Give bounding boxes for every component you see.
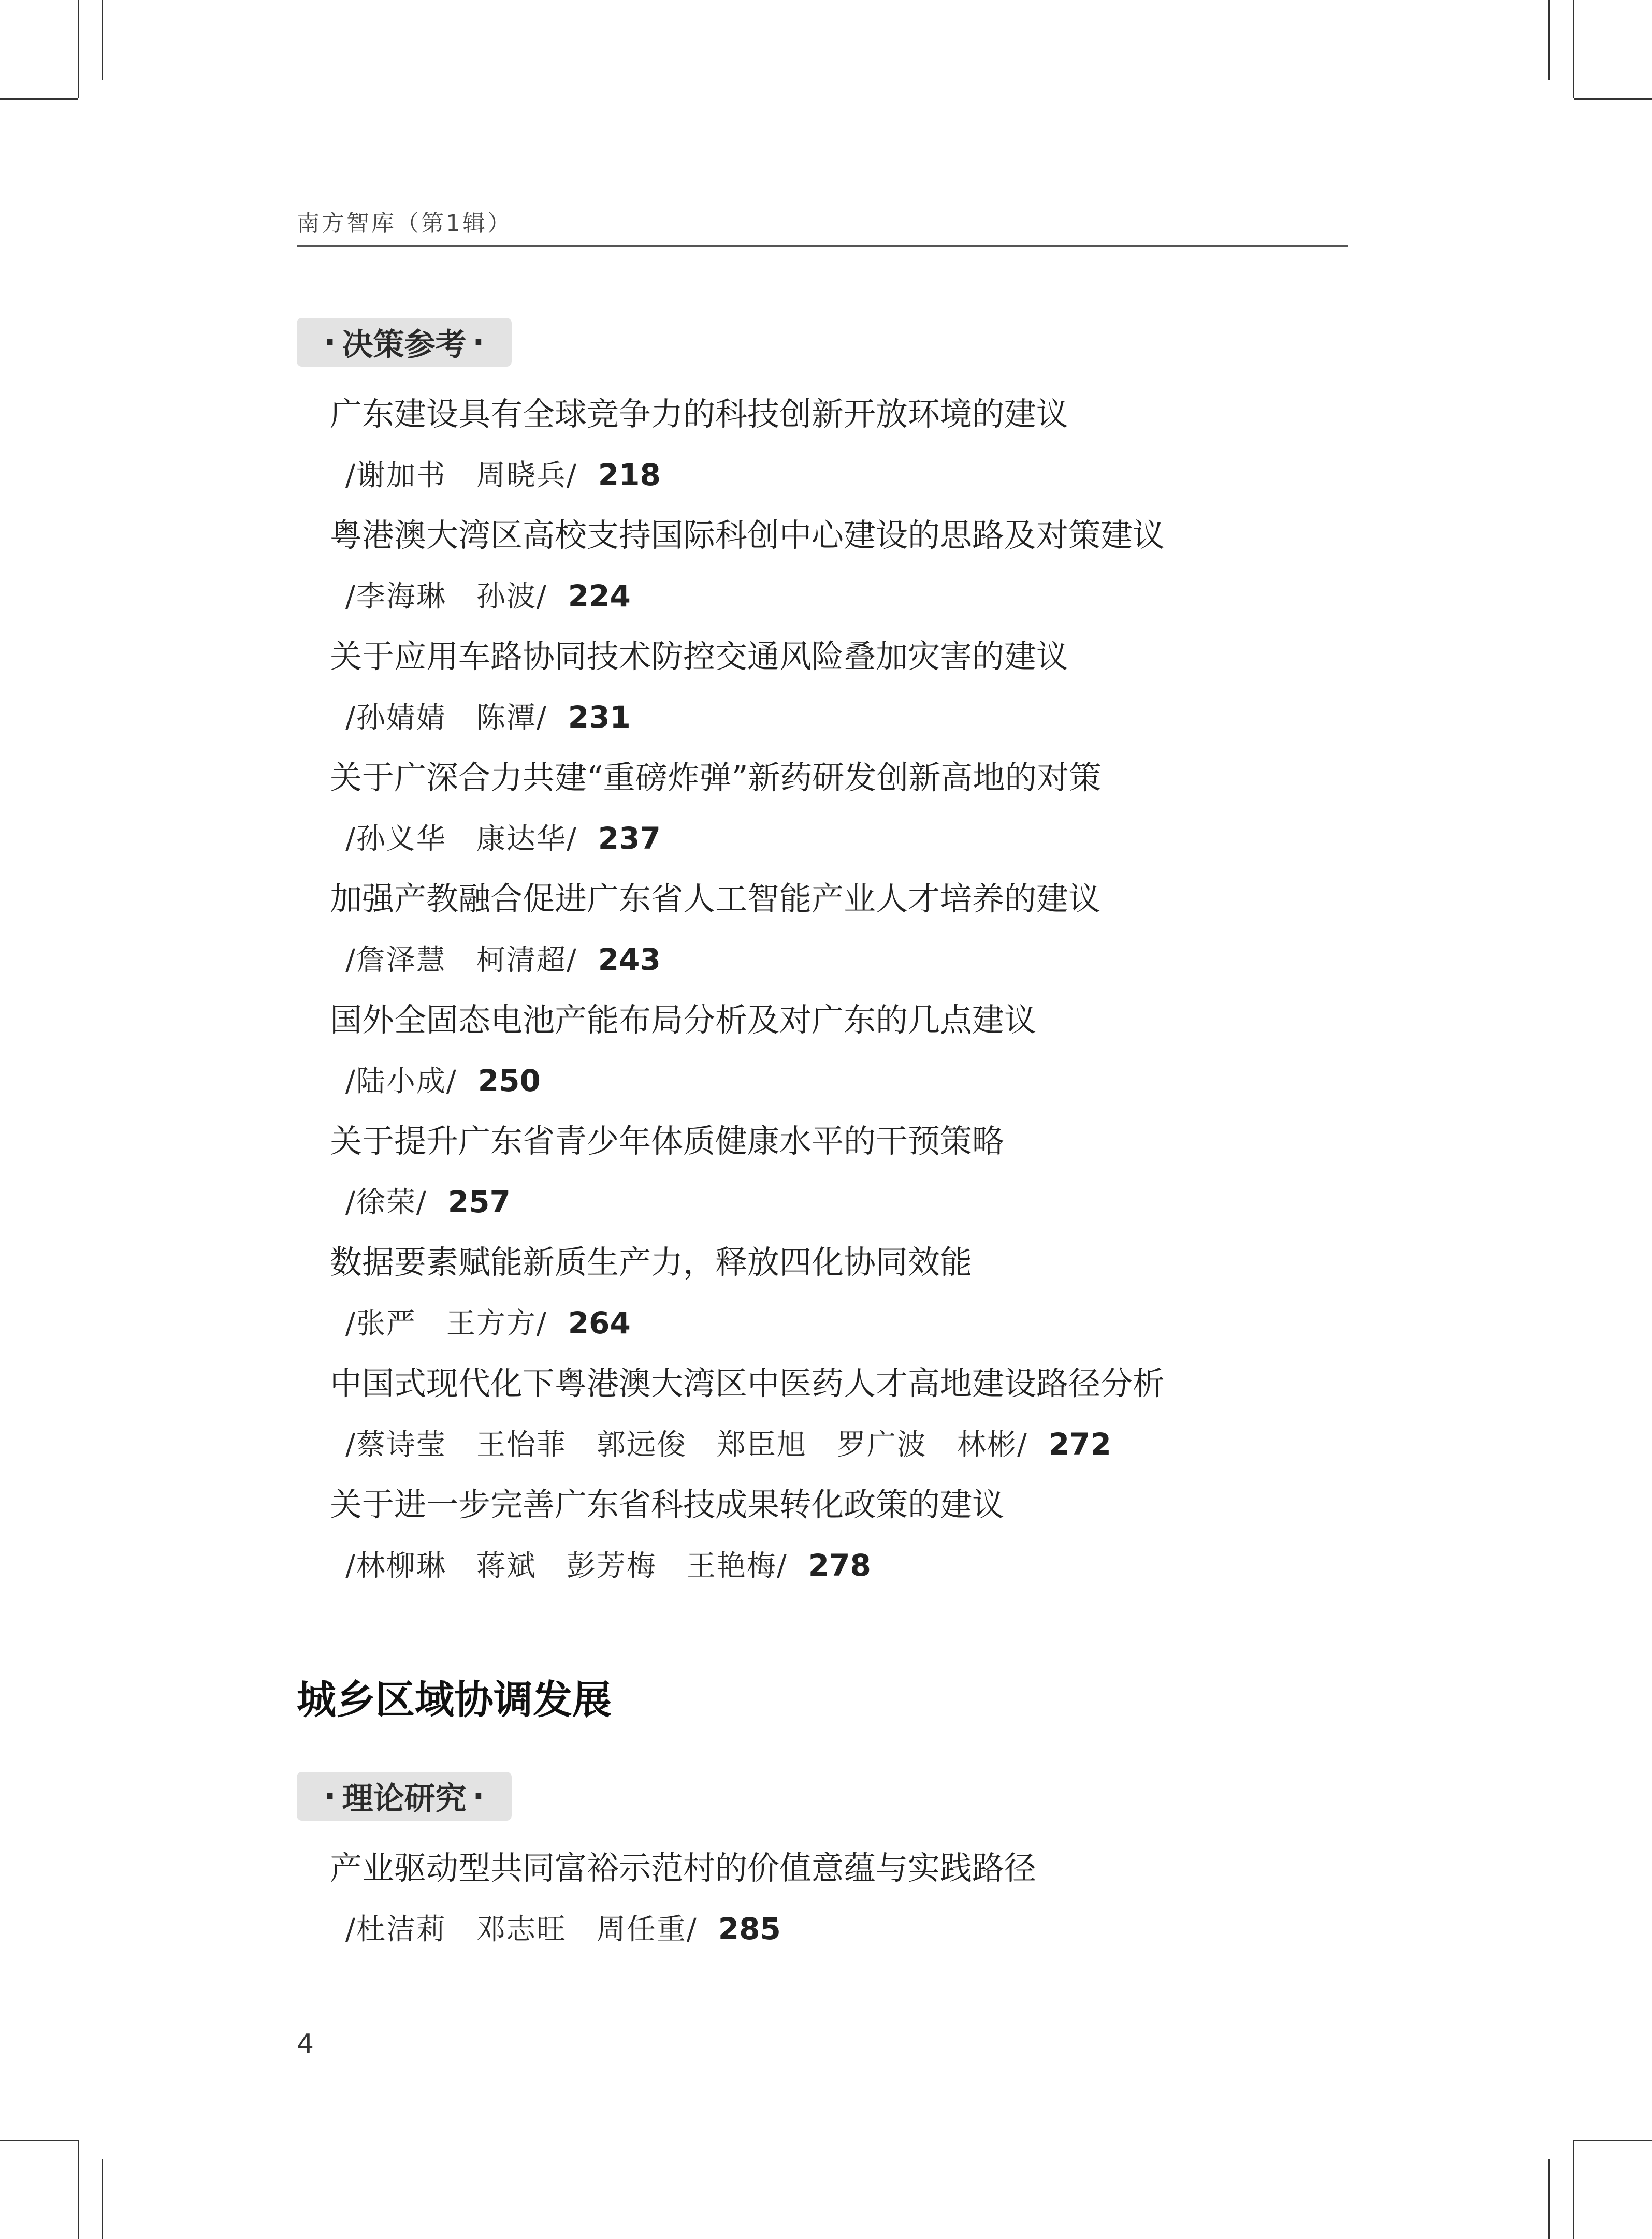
- entry-page-number: 218: [598, 457, 661, 492]
- toc-entry[interactable]: [330, 1234, 972, 1356]
- entry-page-number: 250: [477, 1063, 541, 1098]
- crop-mark: [78, 0, 79, 98]
- entry-authors: /徐荣/: [345, 1186, 427, 1219]
- crop-mark: [1574, 98, 1652, 100]
- entry-authors: /陆小成/: [345, 1065, 457, 1098]
- crop-mark: [102, 0, 103, 80]
- toc-entry[interactable]: [330, 386, 1068, 507]
- crop-mark: [78, 2140, 79, 2239]
- entry-page-number: 272: [1048, 1427, 1111, 1462]
- entry-title: 关于应用车路协同技术防控交通风险叠加灾害的建议: [330, 637, 1069, 675]
- crop-mark: [1573, 0, 1574, 98]
- entry-byline: [330, 1896, 1036, 1961]
- entry-page-number: 243: [598, 942, 661, 977]
- crop-mark: [0, 2140, 78, 2141]
- entry-authors: /杜洁莉 邓志旺 周任重/: [345, 1913, 698, 1946]
- toc-entry[interactable]: [330, 507, 1165, 629]
- crop-mark: [1548, 2159, 1550, 2239]
- toc-entry[interactable]: [330, 871, 1100, 992]
- entry-byline: [330, 1412, 1165, 1477]
- entry-title: 关于广深合力共建“重磅炸弹”新药研发创新高地的对策: [330, 759, 1102, 796]
- running-head: 南方智库（第1辑）: [297, 210, 512, 237]
- section-tag: · 决策参考 ·: [297, 318, 512, 367]
- entry-byline: [330, 1290, 972, 1356]
- chapter-title: 城乡区域协调发展: [297, 1677, 612, 1723]
- entry-title: 广东建设具有全球竞争力的科技创新开放环境的建议: [330, 395, 1069, 433]
- entry-page-number: 278: [808, 1548, 871, 1583]
- entry-authors: /孙婧婧 陈潭/: [345, 701, 547, 735]
- entry-authors: /詹泽慧 柯清超/: [345, 943, 577, 977]
- entry-authors: /蔡诗莹 王怡菲 郭远俊 郑臣旭 罗广波 林彬/: [345, 1428, 1028, 1462]
- toc-entry[interactable]: [330, 750, 1101, 871]
- entry-title: 加强产教融合促进广东省人工智能产业人才培养的建议: [330, 880, 1101, 918]
- page-number: 4: [297, 2029, 314, 2060]
- toc-entry[interactable]: [330, 629, 1068, 750]
- entry-page-number: 231: [568, 700, 631, 735]
- section-tag-label: 决策参考: [342, 327, 467, 363]
- entry-byline: [330, 1169, 1004, 1234]
- entry-byline: [330, 1048, 1036, 1113]
- crop-mark: [102, 2159, 103, 2239]
- entry-page-number: 224: [568, 578, 631, 614]
- entry-page-number: 237: [598, 821, 661, 856]
- entry-authors: /李海琳 孙波/: [345, 580, 547, 614]
- toc-entry[interactable]: [330, 992, 1036, 1113]
- entry-authors: /张严 王方方/: [345, 1307, 547, 1341]
- entry-title: 国外全固态电池产能布局分析及对广东的几点建议: [330, 1001, 1037, 1039]
- entry-page-number: 264: [568, 1305, 631, 1341]
- entry-byline: [330, 806, 1101, 871]
- entry-byline: [330, 927, 1100, 992]
- crop-mark: [1573, 2140, 1574, 2239]
- crop-mark: [0, 98, 78, 100]
- header-rule: [297, 245, 1348, 247]
- entry-byline: [330, 685, 1068, 750]
- entry-title: 关于进一步完善广东省科技成果转化政策的建议: [330, 1486, 1005, 1523]
- toc-entry[interactable]: [330, 1356, 1165, 1477]
- entry-title: 产业驱动型共同富裕示范村的价值意蕴与实践路径: [330, 1849, 1037, 1887]
- entry-byline: [330, 563, 1165, 629]
- toc-entry[interactable]: [330, 1113, 1004, 1234]
- entry-title: 数据要素赋能新质生产力，释放四化协同效能: [330, 1243, 973, 1281]
- entry-title: 粤港澳大湾区高校支持国际科创中心建设的思路及对策建议: [330, 516, 1165, 554]
- toc-entry[interactable]: [330, 1477, 1004, 1598]
- section-tag: · 理论研究 ·: [297, 1772, 512, 1821]
- entry-byline: [330, 1533, 1004, 1598]
- crop-mark: [1574, 2140, 1652, 2141]
- entry-byline: [330, 442, 1068, 507]
- entry-title: 关于提升广东省青少年体质健康水平的干预策略: [330, 1122, 1005, 1160]
- entry-title: 中国式现代化下粤港澳大湾区中医药人才高地建设路径分析: [330, 1364, 1165, 1402]
- entry-page-number: 285: [718, 1911, 781, 1946]
- entry-authors: /林柳琳 蒋斌 彭芳梅 王艳梅/: [345, 1549, 788, 1583]
- entry-authors: /孙义华 康达华/: [345, 822, 577, 856]
- section-tag-label: 理论研究: [342, 1781, 467, 1817]
- entry-page-number: 257: [447, 1184, 511, 1219]
- entry-authors: /谢加书 周晓兵/: [345, 459, 577, 492]
- toc-entry[interactable]: [330, 1840, 1036, 1961]
- crop-mark: [1548, 0, 1550, 80]
